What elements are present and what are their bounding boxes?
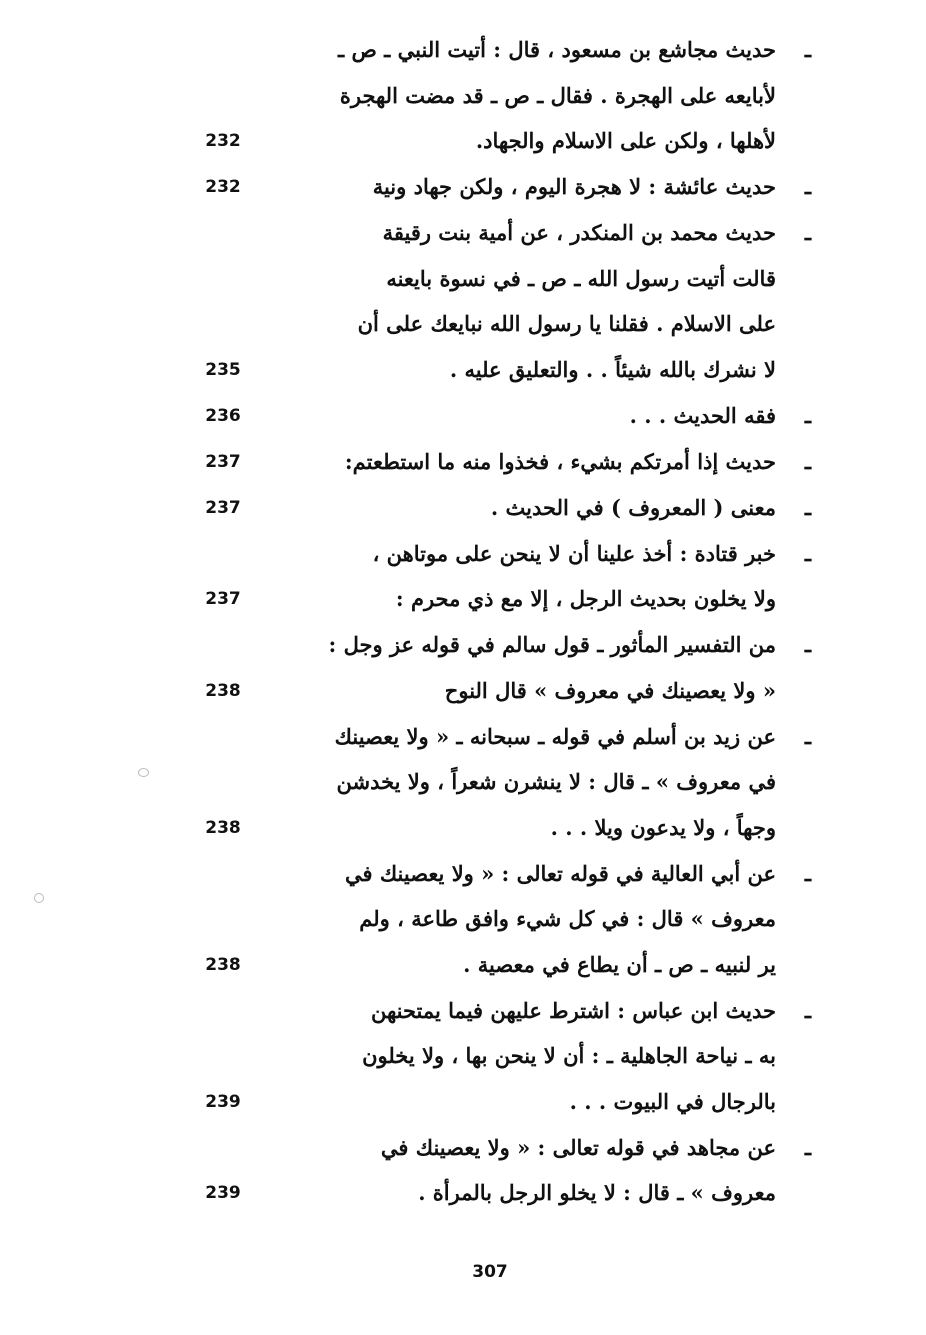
index-entry-line [0, 806, 926, 850]
index-entry-line [0, 440, 926, 484]
entry-page-number: 237 [205, 452, 241, 472]
index-entry-line [0, 1171, 926, 1215]
entry-dash: ـ [804, 449, 812, 474]
entry-text: حديث إذا أمرتكم بشيء ، فخذوا منه ما استطعتم: [344, 449, 776, 474]
entry-page-number: 237 [205, 589, 241, 609]
entry-text: حديث محمد بن المنكدر ، عن أمية بنت رقيقة [382, 220, 776, 245]
entry-text: على الاسلام . فقلنا يا رسول الله نبايعك على أن [357, 311, 776, 336]
index-entry-line [0, 165, 926, 209]
entry-text: ير لنبيه ـ ص ـ أن يطاع في معصية . [463, 952, 776, 977]
entry-text: حديث ابن عباس : اشترط عليهن فيما يمتحنهن [370, 998, 776, 1023]
index-entry-line [0, 1126, 926, 1170]
entry-dash: ـ [804, 220, 812, 245]
index-entry-line [0, 760, 926, 804]
entry-dash: ـ [804, 541, 812, 566]
index-entry-line [0, 486, 926, 530]
entry-dash: ـ [804, 174, 812, 199]
index-entry-line [0, 1034, 926, 1078]
index-entry-line [0, 943, 926, 987]
entry-dash: ـ [804, 724, 812, 749]
entry-text: بالرجال في البيوت . . . [569, 1089, 776, 1114]
entry-text: معروف » ـ قال : لا يخلو الرجل بالمرأة . [418, 1180, 776, 1205]
index-entry-line [0, 715, 926, 759]
entry-text: فقه الحديث . . . [629, 403, 776, 428]
entry-text: حديث مجاشع بن مسعود ، قال : أتيت النبي ـ ص ـ [338, 37, 776, 62]
entry-text: عن مجاهد في قوله تعالى : « ولا يعصينك في [380, 1135, 776, 1160]
entry-text: معروف » قال : في كل شيء وافق طاعة ، ولم [359, 906, 776, 931]
entry-page-number: 236 [205, 406, 241, 426]
index-entry-line [0, 211, 926, 255]
index-entry-line [0, 897, 926, 941]
entry-dash: ـ [804, 998, 812, 1023]
entry-dash: ـ [804, 1135, 812, 1160]
entry-dash: ـ [804, 861, 812, 886]
index-entry-line [0, 257, 926, 301]
scan-speck [138, 768, 149, 777]
entry-text: لأبايعه على الهجرة . فقال ـ ص ـ قد مضت الهجرة [339, 83, 776, 108]
entry-text: في معروف » ـ قال : لا ينشرن شعراً ، ولا يخدشن [336, 769, 776, 794]
index-entry-line [0, 669, 926, 713]
index-entry-line [0, 74, 926, 118]
entry-text: لا نشرك بالله شيئاً . . والتعليق عليه . [449, 357, 776, 382]
entry-text: به ـ نياحة الجاهلية ـ : أن لا ينحن بها ، ولا يخلون [362, 1043, 776, 1068]
index-entry-line [0, 989, 926, 1033]
scan-speck [34, 893, 44, 903]
index-entry-line [0, 28, 926, 72]
entry-text: عن أبي العالية في قوله تعالى : « ولا يعصينك في [344, 861, 776, 886]
index-entry-line [0, 302, 926, 346]
entry-page-number: 238 [205, 681, 241, 701]
entry-dash: ـ [804, 37, 812, 62]
entry-text: « ولا يعصينك في معروف » قال النوح [444, 678, 776, 703]
entry-text: خبر قتادة : أخذ علينا أن لا ينحن على موتاهن ، [372, 541, 776, 566]
entry-page-number: 237 [205, 498, 241, 518]
entry-text: ولا يخلون بحديث الرجل ، إلا مع ذي محرم : [395, 586, 776, 611]
entry-page-number: 238 [205, 818, 241, 838]
entry-text: لأهلها ، ولكن على الاسلام والجهاد. [475, 128, 776, 153]
entry-text: حديث عائشة : لا هجرة اليوم ، ولكن جهاد ونية [372, 174, 776, 199]
entry-text: قالت أتيت رسول الله ـ ص ـ في نسوة بايعنه [386, 266, 776, 291]
index-entry-line [0, 394, 926, 438]
index-entry-line [0, 852, 926, 896]
entry-page-number: 232 [205, 131, 241, 151]
index-entry-line [0, 623, 926, 667]
entry-text: وجهاً ، ولا يدعون ويلا . . . [550, 815, 776, 840]
page-number: 307 [472, 1262, 508, 1282]
entry-text: من التفسير المأثور ـ قول سالم في قوله عز وجل : [328, 632, 776, 657]
index-entry-line [0, 119, 926, 163]
index-entry-line [0, 1080, 926, 1124]
entry-page-number: 238 [205, 955, 241, 975]
entry-page-number: 235 [205, 360, 241, 380]
entry-dash: ـ [804, 495, 812, 520]
entry-page-number: 232 [205, 177, 241, 197]
index-entry-line [0, 348, 926, 392]
entry-page-number: 239 [205, 1183, 241, 1203]
entry-text: معنى ( المعروف ) في الحديث . [490, 495, 776, 520]
index-entry-line [0, 577, 926, 621]
entry-dash: ـ [804, 403, 812, 428]
index-entry-line [0, 532, 926, 576]
entry-page-number: 239 [205, 1092, 241, 1112]
entry-text: عن زيد بن أسلم في قوله ـ سبحانه ـ « ولا يعصينك [334, 724, 776, 749]
entry-dash: ـ [804, 632, 812, 657]
